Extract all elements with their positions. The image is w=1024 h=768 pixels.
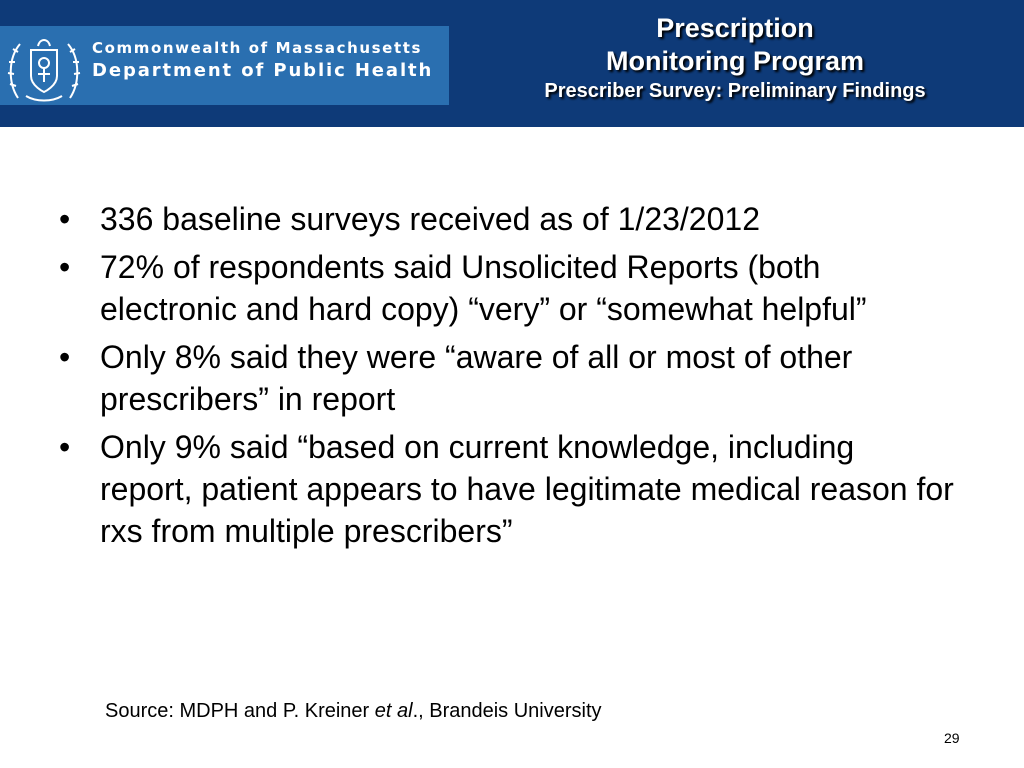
massachusetts-seal-icon: [6, 28, 82, 104]
bullet-dot-icon: •: [59, 429, 71, 465]
page-number: 29: [944, 730, 960, 746]
slide-title: Prescription Monitoring Program: [606, 13, 864, 76]
source-citation: [105, 700, 602, 723]
source-suffix: ., Brandeis University: [412, 700, 602, 722]
source-prefix: Source: MDPH and P. Kreiner: [105, 700, 375, 722]
bullet-item: [55, 426, 955, 552]
bullet-dot-icon: •: [59, 339, 71, 375]
bullet-text: 72% of respondents said Unsolicited Reports (both electronic and hard copy) “very” or “somewhat helpful”: [100, 249, 867, 327]
dph-logo: [0, 26, 449, 105]
source-italic: et al: [374, 700, 413, 722]
logo-line-commonwealth: Commonwealth of Massachusetts: [92, 39, 423, 57]
bullet-dot-icon: •: [59, 201, 71, 237]
bullet-text: 336 baseline surveys received as of 1/23/2012: [100, 201, 760, 237]
bullet-item: [55, 198, 955, 240]
header-bar: [0, 0, 1024, 127]
bullet-text: Only 9% said “based on current knowledge, including report, patient appears to have legitimate medical reason for rxs from multiple prescribers”: [100, 429, 954, 549]
slide-title-block: [470, 12, 1000, 104]
slide-subtitle: Prescriber Survey: Preliminary Findings: [544, 80, 926, 102]
bullet-item: [55, 246, 955, 330]
bullet-list: [55, 198, 955, 558]
bullet-text: Only 8% said they were “aware of all or most of other prescribers” in report: [100, 339, 853, 417]
bullet-item: [55, 336, 955, 420]
logo-line-department: Department of Public Health: [92, 60, 434, 81]
bullet-dot-icon: •: [59, 249, 71, 285]
